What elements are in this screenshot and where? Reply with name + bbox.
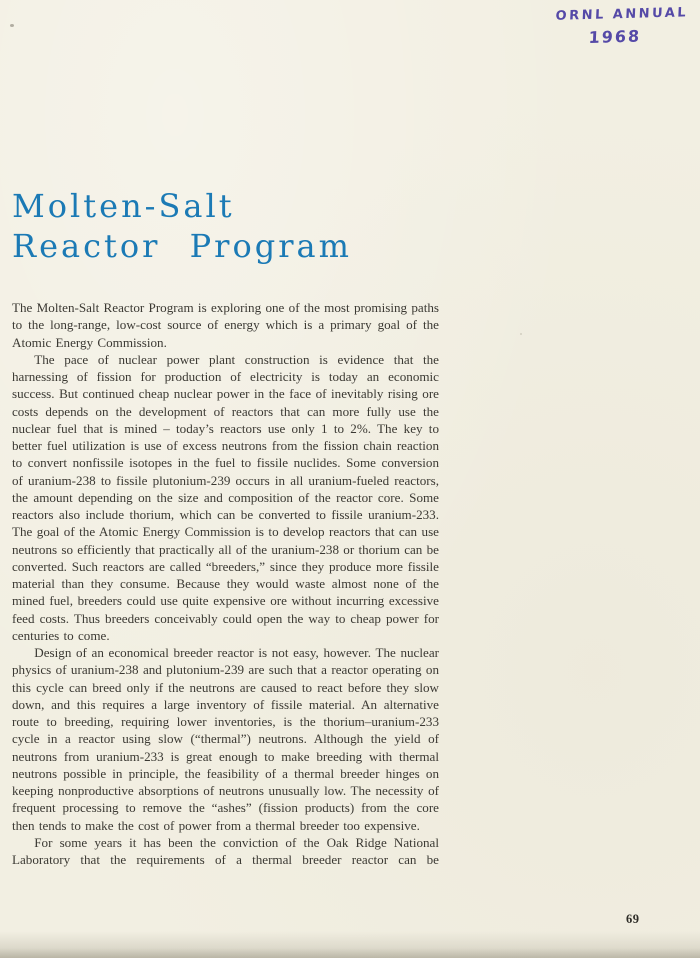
paragraph-breeder-design: Design of an economical breeder reactor is not easy, however. The nuclear physics of uranium-238 and plutonium-239 are such that a reactor operating on this cycle can breed only if the neutrons are caused to react before they slow down, and this requires a large inventory of fissile material. An alternative route to breeding, requiring lower inventories, is the thorium–uranium-233 cycle in a reactor using slow (“thermal”) neutrons. Although the yield of neutrons from uranium-233 is great enough to make breeding with thermal neutrons possible in principle, the feasibility of a thermal breeder hinges on keeping nonproductive absorptions of neutrons unusually low. The necessity of frequent processing to remove the “ashes” (fission products) from the core then tends to make the cost of power from a thermal breeder too expensive. (12, 645, 439, 833)
paragraph-ornl-conviction: For some years it has been the conviction of the Oak Ridge National Laboratory that the requirements of a thermal breeder reactor can be (12, 834, 439, 867)
handwritten-note-line1: ORNL ANNUAL (555, 5, 689, 24)
scan-edge-shadow (0, 948, 700, 958)
paragraph-intro: The Molten-Salt Reactor Program is exploring one of the most promising paths to the long-range, low-cost source of energy which is a primary goal of the Atomic Energy Commission. (12, 300, 439, 350)
page-title-line2: Reactor Program (12, 227, 352, 265)
page-title-line1: Molten-Salt (12, 187, 235, 225)
paragraph-fuel-utilization: The pace of nuclear power plant construction is evidence that the harnessing of fission for production of electricity is today an economic success. But continued cheap nuclear power in the face of inevitably rising ore costs depends on the development of reactors that can more fully use the nuclear fuel that is mined – today’s reactors use only 1 to 2%. The key to better fuel utilization is use of excess neutrons from the fission chain reaction to convert nonfissile isotopes in the fuel to fissile nuclides. Some conversion of uranium-238 to fissile plutonium-239 occurs in all uranium-fueled reactors, the amount depending on the size and composition of the reactor core. Some reactors also include thorium, which can be converted to fissile uranium-233. The goal of the Atomic Energy Commission is to develop reactors that can use neutrons so efficiently that practically all of the uranium-238 or thorium can be converted. Such reactors are called “breeders,” since they produce more fissile material than they consume. Because they would waste almost none of the mined fuel, breeders could use quite expensive ore without incurring excessive feed costs. Thus breeders conceivably could open the way to cheap power for centuries to come. (12, 351, 439, 643)
article-body (12, 299, 439, 868)
handwritten-note (554, 5, 696, 48)
page-title (12, 186, 352, 266)
scan-speck (10, 24, 14, 27)
page-number: 69 (626, 912, 640, 926)
scan-speck (520, 333, 522, 335)
handwritten-note-year: 1968 (588, 26, 642, 47)
